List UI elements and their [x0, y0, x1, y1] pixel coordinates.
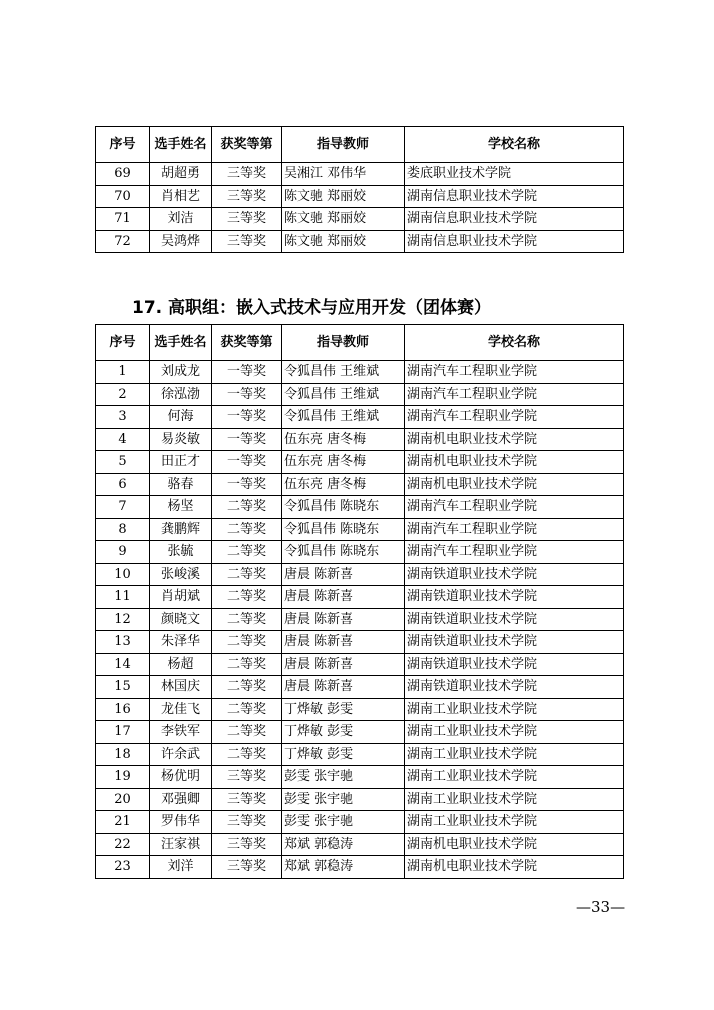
- cell-student-name: 李铁军: [150, 721, 212, 744]
- cell-award-level: 二等奖: [212, 496, 282, 519]
- cell-award-level: 三等奖: [212, 185, 282, 208]
- cell-award-level: 二等奖: [212, 541, 282, 564]
- table-row: [96, 163, 624, 186]
- cell-school: 湖南汽车工程职业学院: [405, 496, 624, 519]
- cell-number: 1: [96, 361, 150, 384]
- table-row: [96, 743, 624, 766]
- cell-award-level: 三等奖: [212, 766, 282, 789]
- cell-award-level: 二等奖: [212, 676, 282, 699]
- cell-student-name: 龙佳飞: [150, 698, 212, 721]
- cell-student-name: 徐泓渤: [150, 383, 212, 406]
- cell-teachers: 唐晨 陈新喜: [282, 631, 405, 654]
- cell-award-level: 二等奖: [212, 608, 282, 631]
- cell-school: 湖南汽车工程职业学院: [405, 518, 624, 541]
- cell-school: 湖南铁道职业技术学院: [405, 653, 624, 676]
- cell-award-level: 一等奖: [212, 383, 282, 406]
- cell-student-name: 邓强卿: [150, 788, 212, 811]
- table-row: [96, 208, 624, 231]
- cell-award-level: 一等奖: [212, 361, 282, 384]
- cell-number: 15: [96, 676, 150, 699]
- award-table-embedded-tech: [95, 324, 624, 879]
- table-row: [96, 833, 624, 856]
- cell-teachers: 伍东亮 唐冬梅: [282, 451, 405, 474]
- cell-school: 湖南汽车工程职业学院: [405, 406, 624, 429]
- cell-student-name: 龚鹏辉: [150, 518, 212, 541]
- table-row: [96, 383, 624, 406]
- cell-school: 湖南机电职业技术学院: [405, 428, 624, 451]
- cell-school: 湖南铁道职业技术学院: [405, 676, 624, 699]
- table-row: [96, 856, 624, 879]
- cell-student-name: 何海: [150, 406, 212, 429]
- cell-number: 2: [96, 383, 150, 406]
- table-row: [96, 653, 624, 676]
- cell-school: 湖南信息职业技术学院: [405, 208, 624, 231]
- cell-teachers: 彭雯 张宇驰: [282, 811, 405, 834]
- cell-student-name: 颜晓文: [150, 608, 212, 631]
- cell-school: 湖南机电职业技术学院: [405, 473, 624, 496]
- cell-school: 湖南工业职业技术学院: [405, 766, 624, 789]
- cell-teachers: 令狐昌伟 王维斌: [282, 361, 405, 384]
- cell-teachers: 唐晨 陈新喜: [282, 586, 405, 609]
- table-row: [96, 676, 624, 699]
- cell-teachers: 吴湘江 邓伟华: [282, 163, 405, 186]
- cell-teachers: 伍东亮 唐冬梅: [282, 473, 405, 496]
- cell-award-level: 二等奖: [212, 563, 282, 586]
- cell-school: 湖南机电职业技术学院: [405, 856, 624, 879]
- cell-student-name: 张峻溪: [150, 563, 212, 586]
- cell-school: 湖南铁道职业技术学院: [405, 631, 624, 654]
- table-row: [96, 608, 624, 631]
- table-row: [96, 698, 624, 721]
- cell-number: 5: [96, 451, 150, 474]
- cell-award-level: 三等奖: [212, 208, 282, 231]
- cell-award-level: 一等奖: [212, 428, 282, 451]
- award-table-continued: [95, 126, 624, 253]
- table-row: [96, 541, 624, 564]
- cell-teachers: 陈文驰 郑丽姣: [282, 230, 405, 253]
- col-header-award: 获奖等第: [212, 325, 282, 361]
- cell-school: 湖南汽车工程职业学院: [405, 541, 624, 564]
- cell-number: 13: [96, 631, 150, 654]
- cell-teachers: 令狐昌伟 陈晓东: [282, 496, 405, 519]
- table-row: [96, 586, 624, 609]
- table-row: [96, 563, 624, 586]
- cell-student-name: 罗伟华: [150, 811, 212, 834]
- cell-student-name: 许余武: [150, 743, 212, 766]
- cell-school: 湖南工业职业技术学院: [405, 811, 624, 834]
- cell-number: 8: [96, 518, 150, 541]
- cell-school: 湖南铁道职业技术学院: [405, 586, 624, 609]
- cell-student-name: 汪家祺: [150, 833, 212, 856]
- table-row: [96, 451, 624, 474]
- col-header-name: 选手姓名: [150, 325, 212, 361]
- table-row: [96, 518, 624, 541]
- cell-number: 4: [96, 428, 150, 451]
- cell-teachers: 唐晨 陈新喜: [282, 563, 405, 586]
- cell-number: 72: [96, 230, 150, 253]
- cell-award-level: 三等奖: [212, 163, 282, 186]
- cell-number: 7: [96, 496, 150, 519]
- cell-award-level: 三等奖: [212, 788, 282, 811]
- cell-school: 湖南汽车工程职业学院: [405, 361, 624, 384]
- cell-student-name: 肖胡斌: [150, 586, 212, 609]
- cell-teachers: 丁烨敏 彭雯: [282, 743, 405, 766]
- cell-teachers: 郑斌 郭稳涛: [282, 833, 405, 856]
- cell-teachers: 令狐昌伟 王维斌: [282, 383, 405, 406]
- table-row: [96, 811, 624, 834]
- cell-school: 湖南工业职业技术学院: [405, 721, 624, 744]
- cell-teachers: 郑斌 郭稳涛: [282, 856, 405, 879]
- cell-award-level: 一等奖: [212, 406, 282, 429]
- table-row: [96, 631, 624, 654]
- cell-number: 6: [96, 473, 150, 496]
- cell-number: 71: [96, 208, 150, 231]
- cell-award-level: 三等奖: [212, 811, 282, 834]
- cell-student-name: 刘成龙: [150, 361, 212, 384]
- cell-award-level: 三等奖: [212, 856, 282, 879]
- col-header-teacher: 指导教师: [282, 127, 405, 163]
- cell-award-level: 二等奖: [212, 631, 282, 654]
- cell-number: 17: [96, 721, 150, 744]
- col-header-teacher: 指导教师: [282, 325, 405, 361]
- cell-student-name: 骆春: [150, 473, 212, 496]
- cell-teachers: 陈文驰 郑丽姣: [282, 185, 405, 208]
- cell-teachers: 唐晨 陈新喜: [282, 676, 405, 699]
- col-header-name: 选手姓名: [150, 127, 212, 163]
- cell-teachers: 令狐昌伟 陈晓东: [282, 541, 405, 564]
- cell-student-name: 胡超勇: [150, 163, 212, 186]
- cell-teachers: 令狐昌伟 王维斌: [282, 406, 405, 429]
- cell-student-name: 杨坚: [150, 496, 212, 519]
- cell-number: 12: [96, 608, 150, 631]
- col-header-award: 获奖等第: [212, 127, 282, 163]
- col-header-number: 序号: [96, 325, 150, 361]
- cell-teachers: 彭雯 张宇驰: [282, 766, 405, 789]
- cell-student-name: 易炎敏: [150, 428, 212, 451]
- cell-student-name: 肖相艺: [150, 185, 212, 208]
- cell-teachers: 彭雯 张宇驰: [282, 788, 405, 811]
- cell-number: 19: [96, 766, 150, 789]
- cell-school: 湖南机电职业技术学院: [405, 451, 624, 474]
- cell-student-name: 吴鸿烨: [150, 230, 212, 253]
- cell-student-name: 杨超: [150, 653, 212, 676]
- cell-teachers: 唐晨 陈新喜: [282, 653, 405, 676]
- cell-school: 湖南汽车工程职业学院: [405, 383, 624, 406]
- table-row: [96, 406, 624, 429]
- table-header-row: [96, 127, 624, 163]
- cell-number: 10: [96, 563, 150, 586]
- table-row: [96, 473, 624, 496]
- cell-number: 18: [96, 743, 150, 766]
- cell-school: 湖南信息职业技术学院: [405, 230, 624, 253]
- table-row: [96, 428, 624, 451]
- cell-number: 69: [96, 163, 150, 186]
- cell-award-level: 二等奖: [212, 586, 282, 609]
- cell-teachers: 丁烨敏 彭雯: [282, 698, 405, 721]
- cell-award-level: 三等奖: [212, 833, 282, 856]
- table-row: [96, 185, 624, 208]
- cell-student-name: 刘洁: [150, 208, 212, 231]
- cell-number: 9: [96, 541, 150, 564]
- table-row: [96, 766, 624, 789]
- cell-number: 14: [96, 653, 150, 676]
- cell-award-level: 一等奖: [212, 473, 282, 496]
- cell-school: 湖南信息职业技术学院: [405, 185, 624, 208]
- table-header-row: [96, 325, 624, 361]
- cell-school: 湖南铁道职业技术学院: [405, 608, 624, 631]
- cell-number: 70: [96, 185, 150, 208]
- cell-number: 21: [96, 811, 150, 834]
- cell-student-name: 田正才: [150, 451, 212, 474]
- cell-number: 23: [96, 856, 150, 879]
- table-row: [96, 721, 624, 744]
- cell-school: 湖南机电职业技术学院: [405, 833, 624, 856]
- cell-award-level: 二等奖: [212, 743, 282, 766]
- page-number: —33—: [576, 898, 626, 916]
- col-header-school: 学校名称: [405, 127, 624, 163]
- cell-award-level: 二等奖: [212, 653, 282, 676]
- table-row: [96, 496, 624, 519]
- cell-number: 3: [96, 406, 150, 429]
- section-title: 17. 高职组：嵌入式技术与应用开发（团体赛）: [132, 298, 492, 318]
- cell-student-name: 张毓: [150, 541, 212, 564]
- cell-student-name: 朱泽华: [150, 631, 212, 654]
- cell-school: 湖南工业职业技术学院: [405, 788, 624, 811]
- table-row: [96, 361, 624, 384]
- cell-award-level: 二等奖: [212, 698, 282, 721]
- cell-teachers: 丁烨敏 彭雯: [282, 721, 405, 744]
- col-header-school: 学校名称: [405, 325, 624, 361]
- cell-number: 20: [96, 788, 150, 811]
- cell-award-level: 一等奖: [212, 451, 282, 474]
- cell-school: 湖南工业职业技术学院: [405, 698, 624, 721]
- cell-teachers: 唐晨 陈新喜: [282, 608, 405, 631]
- cell-teachers: 陈文驰 郑丽姣: [282, 208, 405, 231]
- cell-number: 22: [96, 833, 150, 856]
- cell-student-name: 刘洋: [150, 856, 212, 879]
- cell-school: 湖南工业职业技术学院: [405, 743, 624, 766]
- cell-number: 11: [96, 586, 150, 609]
- cell-award-level: 三等奖: [212, 230, 282, 253]
- cell-teachers: 伍东亮 唐冬梅: [282, 428, 405, 451]
- cell-teachers: 令狐昌伟 陈晓东: [282, 518, 405, 541]
- table-row: [96, 788, 624, 811]
- cell-student-name: 杨优明: [150, 766, 212, 789]
- cell-award-level: 二等奖: [212, 721, 282, 744]
- cell-student-name: 林国庆: [150, 676, 212, 699]
- cell-school: 娄底职业技术学院: [405, 163, 624, 186]
- cell-award-level: 二等奖: [212, 518, 282, 541]
- table-row: [96, 230, 624, 253]
- cell-number: 16: [96, 698, 150, 721]
- col-header-number: 序号: [96, 127, 150, 163]
- cell-school: 湖南铁道职业技术学院: [405, 563, 624, 586]
